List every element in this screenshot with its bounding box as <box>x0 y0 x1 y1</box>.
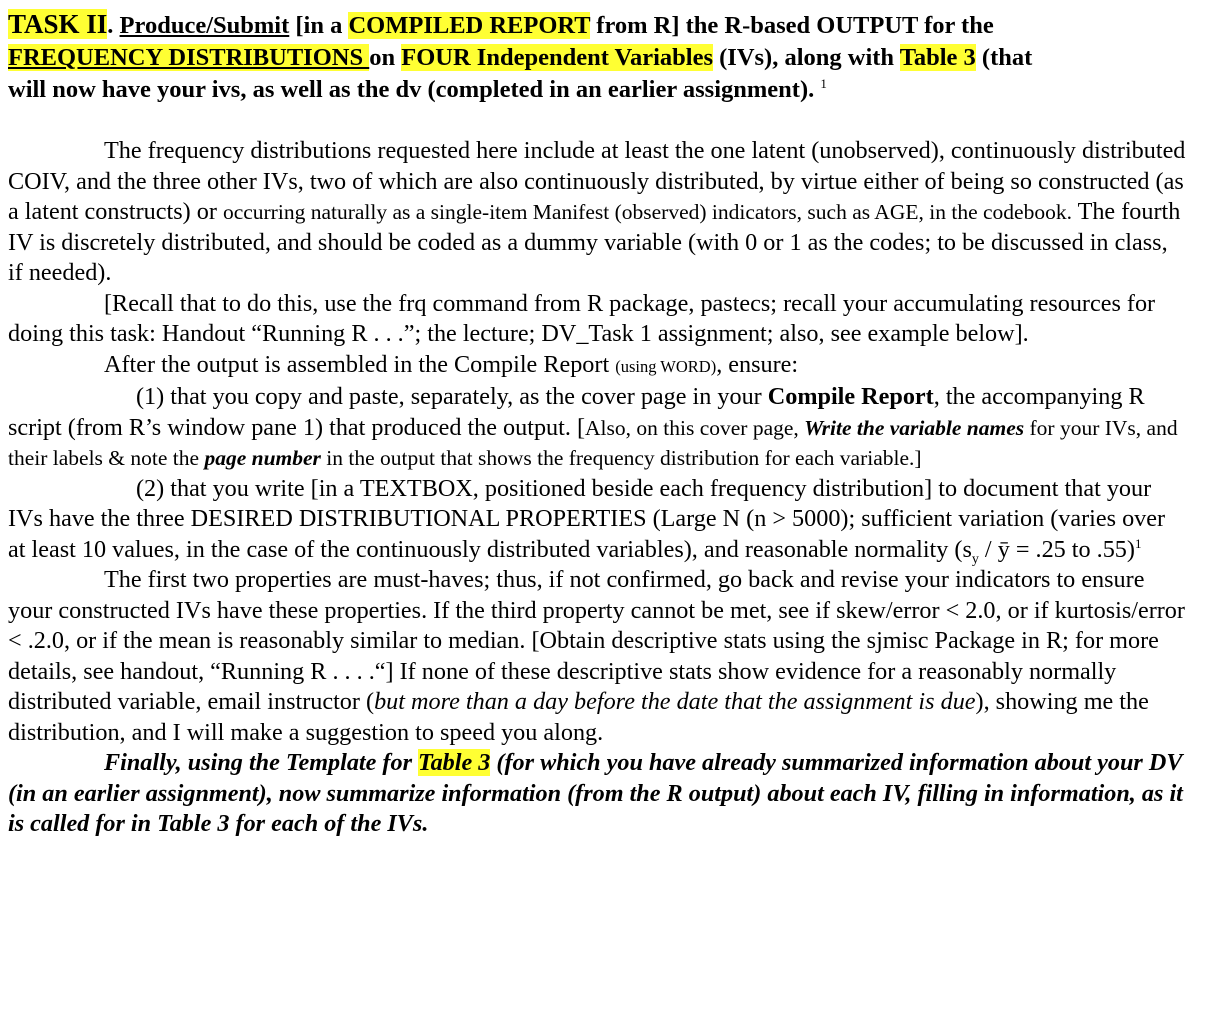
four-ivs-highlight: FOUR Independent Variables <box>401 44 714 71</box>
paragraph-1: The frequency distributions requested here include at least the one latent (unobserved), continuously distributed COIV, and the three other IVs, two of which are also continuously distributed, by virtue either of being so constructed (as a latent constructs) or occurring naturally as a single-item Manifest (observed) indicators, such as AGE, in the codebook. The fourth IV is discretely distributed, and should be coded as a dummy variable (with 0 or 1 as the codes; to be discussed in class, if needed). <box>8 137 1186 286</box>
task-label: TASK II <box>8 9 108 39</box>
paragraph-2: [Recall that to do this, use the frq command from R package, pastecs; recall your accumulating resources for doing this task: Handout “Running R . . .”; the lecture; DV_Task 1 assignment; also, see example below]. <box>8 289 1156 347</box>
task-title: TASK II. Produce/Submit [in a COMPILED REPORT from R] the R-based OUTPUT for the FREQUENCY DISTRIBUTIONS on FOUR Independent Variables (IVs), along with Table 3 (that will now have your ivs, as well as the dv (completed in an earlier assignment). $^1$ <box>8 9 1033 103</box>
spacer <box>8 106 1188 136</box>
footnote-marker: 1 <box>820 75 827 91</box>
paragraph-4: (1) that you copy and paste, separately, as the cover page in your Compile Report, the accompanying R script (from R’s window pane 1) that produced the output. [Also, on this cover page, Write the variable names for your IVs, and their labels & note the page number in the output that shows the frequency distribution for each variable.] <box>8 383 1178 470</box>
document-body <box>8 8 1188 840</box>
paragraph-6: The first two properties are must-haves; thus, if not confirmed, go back and revise your indicators to ensure your constructed IVs have these properties. If the third property cannot be met, see if skew/error < 2.0, or if kurtosis/error < .2.0, or if the mean is reasonably similar to median. [Obtain descriptive stats using the sjmisc Package in R; for more details, see handout, “Running R . . . .“] If none of these descriptive stats show evidence for a reasonably normally distributed variable, email instructor (but more than a day before the date that the assignment is due), showing me the distribution, and I will make a suggestion to speed you along. <box>8 566 1185 746</box>
frequency-distributions-highlight: FREQUENCY DISTRIBUTIONS <box>8 44 370 71</box>
paragraph-5: (2) that you write [in a TEXTBOX, positioned beside each frequency distribution] to document that your IVs have the three DESIRED DISTRIBUTIONAL PROPERTIES (Large N (n > 5000); sufficient variation (varies over at least 10 values, in the case of the continuously distributed variables), and reasonable normality ($s_y$ / ȳ = .25 to .55)$^1$ <box>8 474 1166 567</box>
table3-highlight: Table 3 <box>899 44 976 71</box>
paragraph-3: After the output is assembled in the Compile Report (using WORD), ensure: <box>104 350 799 378</box>
produce-submit: Produce/Submit <box>119 12 290 39</box>
compiled-report-highlight: COMPILED REPORT <box>348 12 591 39</box>
paragraph-7: Finally, using the Template for Table 3 (for which you have already summarized information about your DV (in an earlier assignment), now summarize information (from the R output) about each IV, filling in information, as it is called for in Table 3 for each of the IVs. <box>8 749 1183 837</box>
table3-highlight-final: Table 3 <box>418 749 491 776</box>
